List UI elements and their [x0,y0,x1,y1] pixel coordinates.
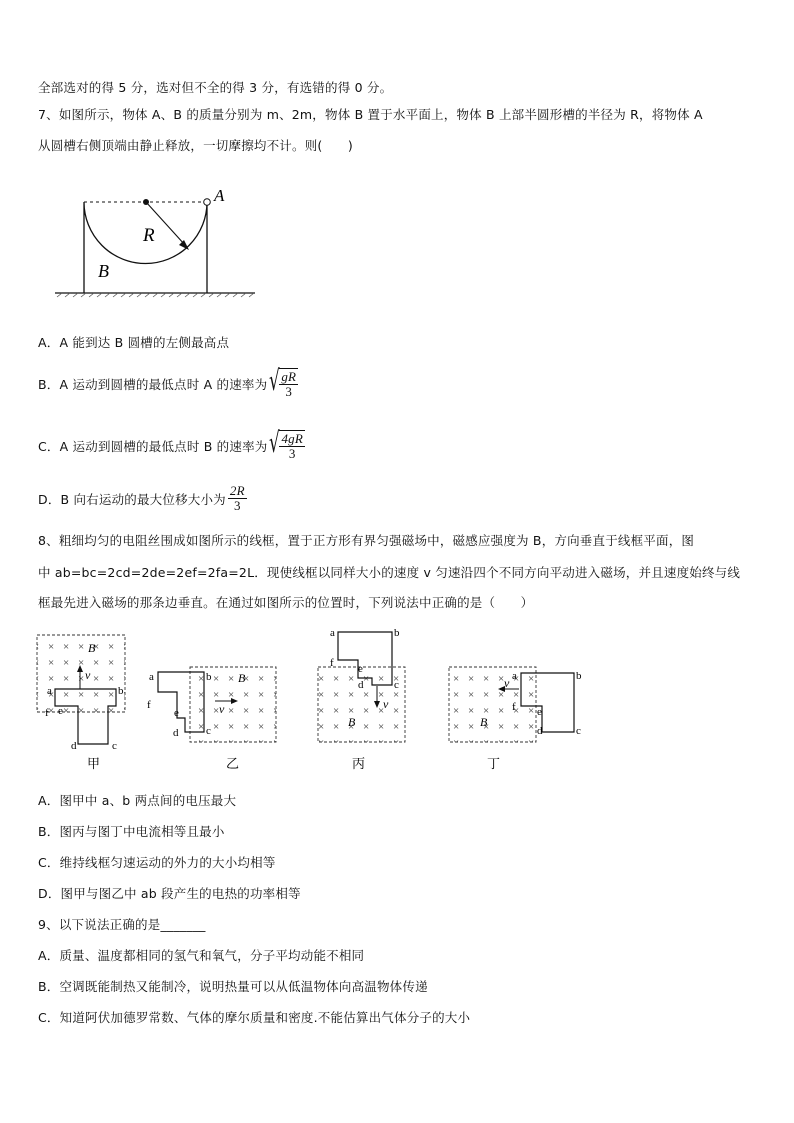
svg-text:f: f [512,701,516,713]
label-bing: 丙 [352,756,366,771]
svg-text:b: b [206,671,212,683]
q7-option-a: A．A 能到达 B 圆槽的左侧最高点 [38,335,230,350]
svg-text:v: v [85,668,91,682]
label-jia: 甲 [87,756,101,771]
q7-option-c-text: C．A 运动到圆槽的最低点时 B 的速率为 [38,438,268,454]
q8-figure [30,622,600,774]
svg-text:f: f [45,707,49,719]
q7-stem-line1: 7、如图所示，物体 A、B 的质量分别为 m、2m，物体 B 置于水平面上，物体 B 上部半圆形槽的半径为 R，将物体 A [38,107,703,122]
figure-jia [37,635,125,771]
svg-text:c: c [394,679,399,691]
q7-option-d [38,484,247,513]
q7-stem-line2: 从圆槽右侧顶端由静止释放，一切摩擦均不计。则( ) [38,138,353,153]
svg-text:b: b [576,670,582,682]
q9-option-b: B．空调既能制热又能制冷，说明热量可以从低温物体向高温物体传递 [38,979,428,994]
label-r: R [143,225,155,246]
q9-option-a: A．质量、温度都相同的氢气和氧气，分子平均动能不相同 [38,948,365,963]
q8-stem-line2: 中 ab=bc=2cd=2de=2ef=2fa=2L．现使线框以同样大小的速度 v 匀速沿四个不同方向平动进入磁场，并且速度始终与线 [38,565,741,580]
svg-text:B: B [238,671,246,685]
svg-text:B: B [88,641,96,655]
q8-option-b: B．图丙与图丁中电流相等且最小 [38,824,225,839]
svg-text:d: d [71,740,77,752]
label-yi: 乙 [226,756,240,771]
q7-d-denominator: 3 [233,498,241,513]
figure-yi [147,667,276,771]
svg-text:e: e [537,706,542,718]
figure-ding [449,667,582,771]
q7-option-d-text: D．B 向右运动的最大位移大小为 [38,491,226,507]
svg-text:a: a [149,671,154,683]
sqrt-symbol: √ $\frac{4gR}{3}$ [269,426,304,461]
svg-text:c: c [206,725,211,737]
svg-text:f: f [147,699,151,711]
label-b: B [98,261,109,281]
label-a: A [214,186,225,205]
q8-option-c: C．维持线框匀速运动的外力的大小均相等 [38,855,276,870]
svg-text:B: B [348,715,356,729]
intro-line: 全部选对的得 5 分，选对但不全的得 3 分，有选错的得 0 分。 [38,80,393,95]
q7-b-denominator: 3 [285,384,293,399]
svg-text:e: e [58,705,63,717]
sqrt-symbol: √ $\frac{gR}{3}$ [269,364,297,399]
svg-text:d: d [173,727,179,739]
svg-text:d: d [358,679,364,691]
q9-option-c: C．知道阿伏加德罗常数、气体的摩尔质量和密度.不能估算出气体分子的大小 [38,1010,471,1025]
svg-text:b: b [394,627,400,639]
q8-stem-line3: 框最先进入磁场的那条边垂直。在通过如图所示的位置时，下列说法中正确的是（ ） [38,595,534,610]
q8-stem-line1: 8、粗细均匀的电阻丝围成如图所示的线框，置于正方形有界匀强磁场中，磁感应强度为 B，方向垂直于线框平面，图 [38,533,695,548]
svg-text:c: c [112,740,117,752]
q7-option-c [38,426,305,461]
q7-c-denominator: 3 [288,446,296,461]
q7-figure [50,182,260,298]
svg-text:e: e [174,707,179,719]
q7-d-numerator: 2R [229,483,245,498]
svg-text:v: v [383,697,389,711]
svg-text:e: e [358,663,363,675]
q9-stem: 9、以下说法正确的是_______ [38,917,206,932]
q7-option-b-text: B．A 运动到圆槽的最低点时 A 的速率为 [38,376,268,392]
svg-text:f: f [330,657,334,669]
svg-text:d: d [537,725,543,737]
svg-text:a: a [330,627,335,639]
q8-option-a: A．图甲中 a、b 两点间的电压最大 [38,793,237,808]
q8-option-d: D．图甲与图乙中 ab 段产生的电热的功率相等 [38,886,301,901]
label-ding: 丁 [487,756,501,771]
svg-text:v: v [219,702,225,716]
svg-text:a: a [512,670,517,682]
svg-text:B: B [480,715,488,729]
q7-option-b [38,364,298,399]
svg-text:b: b [118,685,124,697]
svg-text:v: v [504,676,510,690]
q7-c-numerator: 4gR [281,431,304,446]
svg-text:c: c [576,725,581,737]
q7-b-numerator: gR [281,369,297,384]
svg-text:a: a [47,685,52,697]
figure-bing [318,627,405,771]
